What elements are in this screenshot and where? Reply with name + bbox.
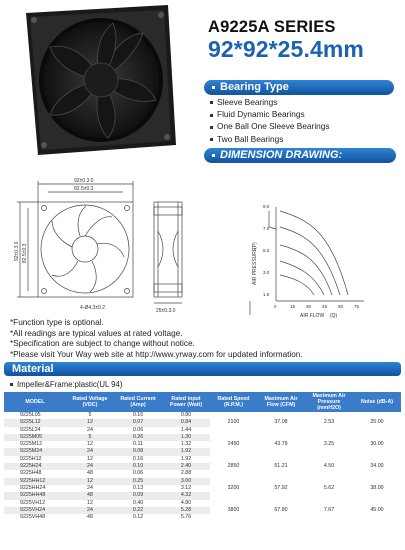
y-tick: 9.0 xyxy=(263,204,270,209)
note: *Function type is optional. xyxy=(10,318,104,327)
power-cell: 2.88 xyxy=(180,470,192,477)
dimension-drawing-heading xyxy=(204,148,396,163)
power-cell: 0.84 xyxy=(162,419,210,426)
col-model: MODEL xyxy=(4,392,66,412)
col-power: Rated input Power (Watt) xyxy=(162,392,210,412)
table-row xyxy=(4,456,401,463)
fan-image xyxy=(8,5,178,155)
current-cell: 0.10 xyxy=(114,463,162,470)
model-cell: 9225M24 xyxy=(4,448,66,455)
voltage-cell: 12 xyxy=(87,441,93,448)
voltage-cell: 12 xyxy=(87,455,93,462)
model-cell: 9225VH12 xyxy=(20,499,46,506)
pressure-cell: 4.50 xyxy=(305,456,353,478)
y-tick: 5.0 xyxy=(263,248,270,253)
power-cell: 1.92 xyxy=(180,455,192,462)
bearing-type-label: Bearing Type xyxy=(220,81,289,93)
pressure-cell: 2.53 xyxy=(305,412,353,434)
current-cell: 0.07 xyxy=(114,419,162,426)
voltage-cell: 5 xyxy=(66,434,114,441)
col-airflow: Maximum Air Flow (CFM) xyxy=(257,392,305,412)
model-cell: 9225HH24 xyxy=(20,484,46,491)
flow-cell: 57.92 xyxy=(257,478,305,500)
current-cell: 0.40 xyxy=(132,499,144,506)
side-depth-label: 25±0.3.0 xyxy=(156,308,176,314)
x-tick: 75 xyxy=(354,304,360,309)
power-cell: 0.80 xyxy=(180,412,192,418)
bearing-item: One Ball One Sleeve Bearings xyxy=(210,120,330,132)
power-cell: 1.32 xyxy=(180,441,192,448)
x-tick: 45 xyxy=(322,304,328,309)
front-height-label: 92±0.3.0 xyxy=(14,241,20,261)
model-cell: 9225HH48 xyxy=(4,492,66,499)
hole-label: 4-Ø4.3±0.2 xyxy=(80,305,105,311)
y-tick: 3.0 xyxy=(263,270,270,275)
current-cell: 0.16 xyxy=(132,455,144,462)
current-cell: 0.25 xyxy=(114,478,162,485)
model-cell: 9225M05 xyxy=(4,434,66,441)
voltage-cell: 24 xyxy=(66,463,114,470)
material-line xyxy=(10,380,122,389)
front-width-label: 92±0.3.0 xyxy=(74,178,94,184)
series-title: A9225A SERIES xyxy=(208,18,336,36)
power-cell: 1.30 xyxy=(162,434,210,441)
model-cell: 9225H48 xyxy=(20,470,42,477)
front-view-drawing xyxy=(17,181,133,297)
current-cell: 0.16 xyxy=(132,412,144,418)
material-label: Material xyxy=(12,363,54,375)
model-cell: 9225L24 xyxy=(20,426,41,433)
current-cell: 0.11 xyxy=(133,441,143,448)
speed-cell: 2100 xyxy=(210,412,257,434)
material-heading xyxy=(4,362,401,376)
flow-cell: 37.08 xyxy=(257,412,305,434)
model-cell: 9225H24 xyxy=(4,463,66,470)
front-inner-height-label: 82.5±0.3 xyxy=(22,243,28,263)
current-cell: 0.26 xyxy=(114,434,162,441)
col-current: Rated Current (Amp) xyxy=(114,392,162,412)
y-tick: 1.0 xyxy=(263,292,270,297)
pressure-cell: 3.25 xyxy=(305,434,353,456)
voltage-cell: 48 xyxy=(66,492,114,499)
note: *All readings are typical values at rated voltage. xyxy=(10,328,183,338)
voltage-cell: 48 xyxy=(87,470,93,477)
speed-cell: 2850 xyxy=(210,456,257,478)
power-cell: 4.32 xyxy=(162,492,210,499)
col-speed: Rated Speed (R.P.M.) xyxy=(210,392,257,412)
power-cell: 2.40 xyxy=(162,463,210,470)
pq-curve-chart xyxy=(250,207,364,315)
y-axis-unit: (P) xyxy=(252,242,258,249)
current-cell: 0.06 xyxy=(132,426,144,433)
col-voltage: Rated Voltage (VDC) xyxy=(66,392,114,412)
voltage-cell: 5 xyxy=(88,412,92,418)
col-noise: Noise (dB-A) xyxy=(353,392,401,412)
y-tick: 7.0 xyxy=(263,226,270,231)
power-cell: 5.28 xyxy=(162,507,210,514)
voltage-cell: 48 xyxy=(87,514,93,521)
current-cell: 0.06 xyxy=(132,470,144,477)
x-tick: 15 xyxy=(290,304,296,309)
x-tick: 0 xyxy=(274,304,277,309)
power-cell: 5.76 xyxy=(180,514,192,521)
dimension-drawing-label: DIMENSION DRAWING: xyxy=(220,149,343,161)
current-cell: 0.13 xyxy=(132,484,144,491)
noise-cell: 30.00 xyxy=(353,434,401,456)
current-cell: 0.22 xyxy=(114,507,162,514)
voltage-cell: 24 xyxy=(66,448,114,455)
model-cell: 9225L05 xyxy=(20,412,41,418)
power-cell: 1.44 xyxy=(180,426,192,433)
power-cell: 3.12 xyxy=(180,484,192,491)
model-cell: 9225L12 xyxy=(4,419,66,426)
bearing-type-heading xyxy=(204,80,394,95)
note: *Please visit Your Way web site at http://www.yrway.com for updated information. xyxy=(10,349,303,359)
model-cell: 9225M12 xyxy=(20,441,43,448)
current-cell: 0.08 xyxy=(114,448,162,455)
side-view-drawing xyxy=(154,202,182,303)
pressure-cell: 7.67 xyxy=(305,500,353,522)
table-row xyxy=(4,500,401,507)
dimension-drawing xyxy=(8,175,403,319)
bearing-item: Sleeve Bearings xyxy=(210,96,330,108)
bearing-item: Two Ball Bearings xyxy=(210,133,330,145)
noise-cell: 38.00 xyxy=(353,478,401,500)
flow-cell: 67.80 xyxy=(257,500,305,522)
model-cell: 9225VH48 xyxy=(20,514,46,521)
speed-cell: 3800 xyxy=(210,500,257,522)
speed-cell: 2450 xyxy=(210,434,257,456)
table-row xyxy=(4,478,401,485)
x-tick: 60 xyxy=(338,304,344,309)
notes xyxy=(10,318,303,360)
voltage-cell: 24 xyxy=(87,484,93,491)
voltage-cell: 12 xyxy=(87,499,93,506)
speed-cell: 3200 xyxy=(210,478,257,500)
voltage-cell: 12 xyxy=(66,478,114,485)
noise-cell: 34.00 xyxy=(353,456,401,478)
flow-cell: 43.79 xyxy=(257,434,305,456)
model-cell: 9225HH12 xyxy=(4,478,66,485)
bearing-item: Fluid Dynamic Bearings xyxy=(210,108,330,120)
y-axis-label: AIR PRESSURE xyxy=(252,247,258,285)
x-tick: 30 xyxy=(306,304,312,309)
pressure-cell: 5.62 xyxy=(305,478,353,500)
material-text: Impeller&Frame:plastic(UL 94) xyxy=(17,380,123,389)
col-pressure: Maximum Air Pressure (mmH2O) xyxy=(305,392,353,412)
model-cell: 9225VH24 xyxy=(4,507,66,514)
noise-cell: 45.00 xyxy=(353,500,401,522)
power-cell: 3.00 xyxy=(162,478,210,485)
note: *Specification are subject to change without notice. xyxy=(10,339,195,349)
x-axis-label: AIR FLOW xyxy=(300,313,325,319)
power-cell: 4.80 xyxy=(180,499,192,506)
table-header-row xyxy=(4,392,401,412)
voltage-cell: 12 xyxy=(66,419,114,426)
voltage-cell: 24 xyxy=(87,426,93,433)
power-cell: 1.92 xyxy=(162,448,210,455)
current-cell: 0.09 xyxy=(114,492,162,499)
voltage-cell: 24 xyxy=(66,507,114,514)
table-row xyxy=(4,412,401,419)
spec-table xyxy=(4,392,401,521)
front-inner-width-label: 82.5±0.3 xyxy=(74,186,94,192)
current-cell: 0.12 xyxy=(132,514,144,521)
flow-cell: 51.21 xyxy=(257,456,305,478)
noise-cell: 25.00 xyxy=(353,412,401,434)
model-cell: 9225H12 xyxy=(20,455,42,462)
dimensions-title: 92*92*25.4mm xyxy=(208,36,364,62)
x-axis-unit: (Q) xyxy=(330,313,338,319)
bearing-list xyxy=(210,96,330,145)
table-row xyxy=(4,434,401,441)
